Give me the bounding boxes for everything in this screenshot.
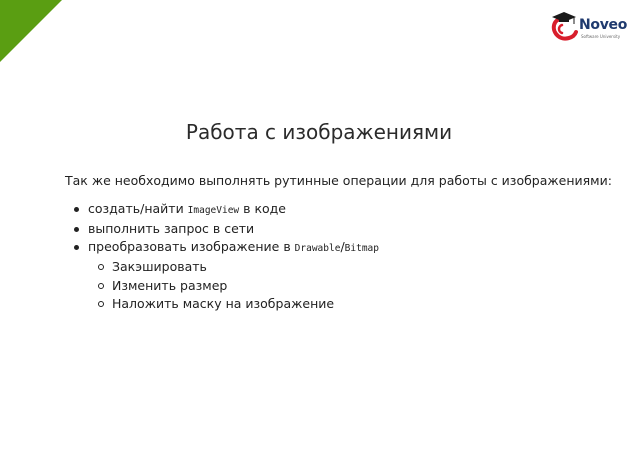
sub-list bbox=[88, 258, 379, 314]
graduation-cap-swirl-icon bbox=[548, 8, 580, 44]
item-text: создать/найти bbox=[88, 201, 188, 216]
bullet-list bbox=[70, 200, 379, 314]
corner-accent bbox=[0, 0, 62, 62]
code-imageview: ImageView bbox=[187, 205, 240, 216]
logo-tagline: Software University bbox=[581, 34, 621, 39]
code-drawable: Drawable bbox=[294, 243, 341, 254]
list-item bbox=[70, 220, 379, 238]
logo-wordmark: Noveo bbox=[579, 17, 628, 33]
code-bitmap: Bitmap bbox=[344, 243, 379, 254]
slide-intro: Так же необходимо выполнять рутинные операции для работы с изображениями: bbox=[65, 173, 612, 188]
item-text: в коде bbox=[239, 201, 287, 216]
sub-list-item: Закэшировать bbox=[88, 258, 379, 277]
list-item bbox=[70, 238, 379, 314]
sub-list-item: Изменить размер bbox=[88, 277, 379, 296]
item-text: преобразовать изображение в bbox=[88, 239, 295, 254]
item-text: выполнить запрос в сети bbox=[88, 221, 255, 236]
sub-list-item: Наложить маску на изображение bbox=[88, 295, 379, 314]
list-item bbox=[70, 200, 379, 220]
item-separator: / bbox=[340, 239, 345, 254]
noveo-logo bbox=[548, 8, 632, 46]
slide-title: Работа с изображениями bbox=[185, 120, 453, 144]
